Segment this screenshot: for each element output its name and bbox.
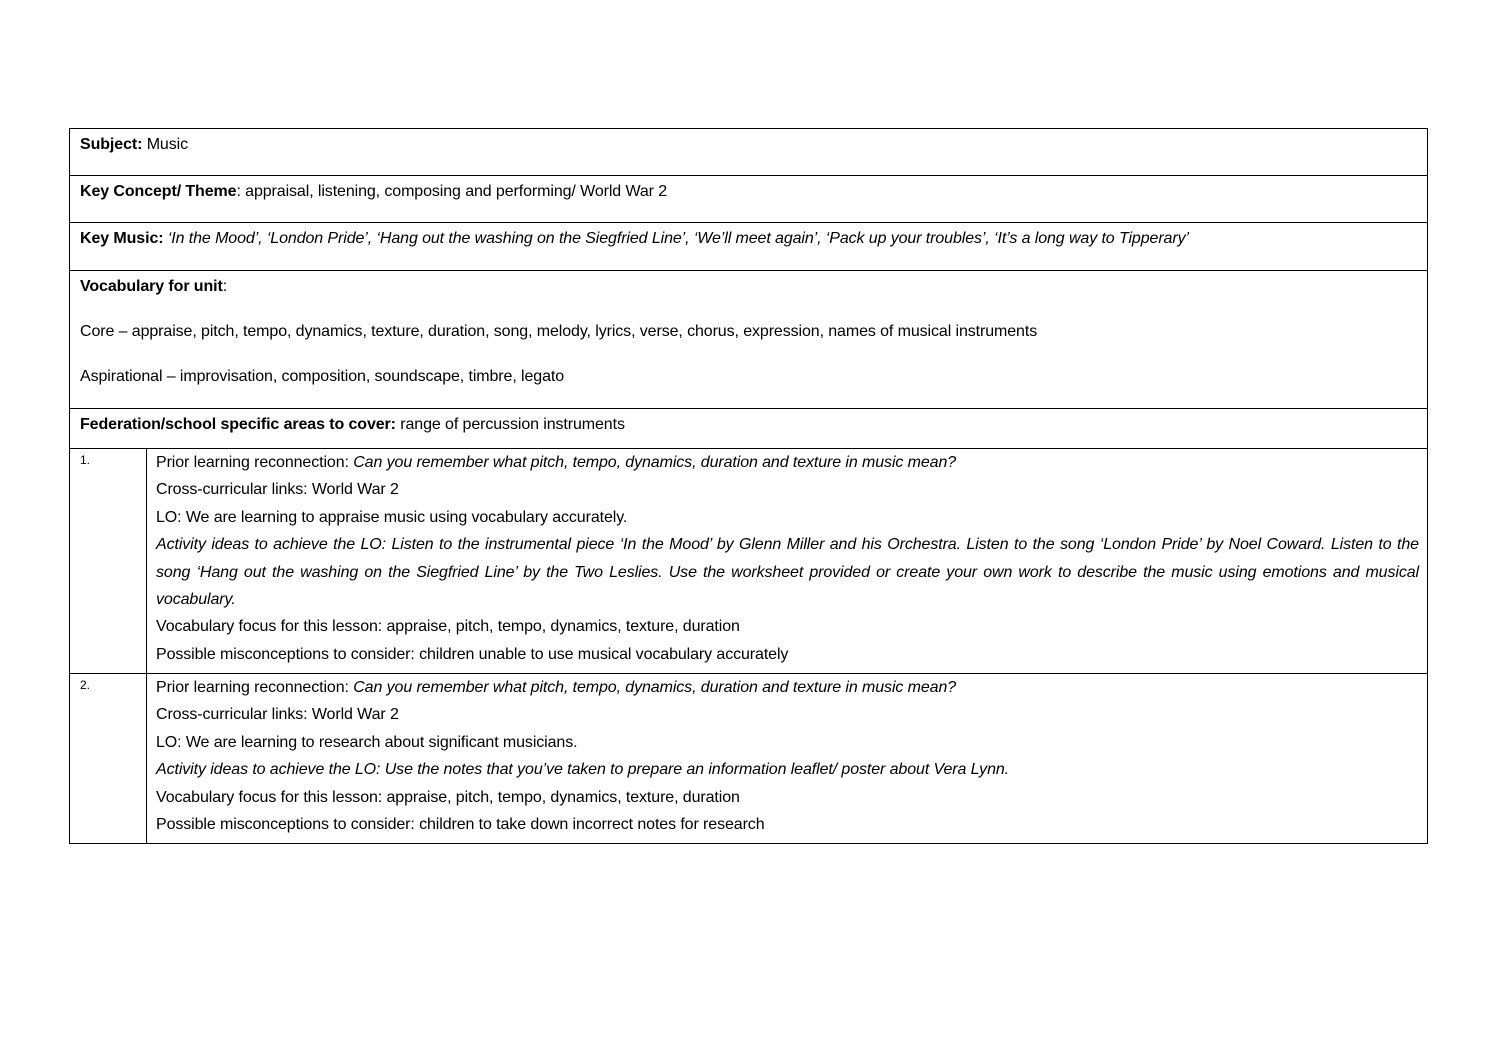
lesson-details <box>147 449 1428 674</box>
key-music-row <box>70 223 1428 271</box>
misconceptions: Possible misconceptions to consider: children to take down incorrect notes for research <box>156 816 765 834</box>
activity-ideas: Activity ideas to achieve the LO: Listen to the instrumental piece ‘In the Mood’ by Glenn Miller and his Orchestra. Listen to the song ‘London Pride’ by Noel Coward. Listen to the song ‘Hang out the washing on the Siegfried Line’ by the Two Leslies. Use the worksheet provided or create your own work to describe the music using emotions and musical vocabulary. <box>156 536 1419 609</box>
cross-curricular-links: Cross-curricular links: World War 2 <box>156 706 399 724</box>
aspirational-vocabulary: Aspirational – improvisation, composition, soundscape, timbre, legato <box>80 368 565 385</box>
misconceptions: Possible misconceptions to consider: children unable to use musical vocabulary accurately <box>156 645 789 663</box>
lesson-number: 2. <box>70 674 147 844</box>
federation-value: range of percussion instruments <box>400 416 625 433</box>
lesson-row-1 <box>70 449 1428 674</box>
vocabulary-focus: Vocabulary focus for this lesson: appraise, pitch, tempo, dynamics, texture, duration <box>156 618 740 636</box>
theme-label: Key Concept/ Theme <box>80 183 237 200</box>
lesson-number: 1. <box>70 449 147 674</box>
federation-label: Federation/school specific areas to cover: <box>80 416 396 433</box>
prior-learning-question: Can you remember what pitch, tempo, dynamics, duration and texture in music mean? <box>353 454 957 471</box>
prior-learning-question: Can you remember what pitch, tempo, dynamics, duration and texture in music mean? <box>353 679 957 696</box>
subject-value: Music <box>146 136 188 153</box>
key-music-label: Key Music: <box>80 230 164 247</box>
theme-row <box>70 176 1428 223</box>
learning-objective: LO: We are learning to appraise music using vocabulary accurately. <box>156 508 628 526</box>
learning-objective: LO: We are learning to research about significant musicians. <box>156 733 578 751</box>
subject-label: Subject: <box>80 136 143 153</box>
lesson-details <box>147 674 1428 844</box>
subject-row <box>70 129 1428 176</box>
vocabulary-row <box>70 271 1428 409</box>
key-music-value: ‘In the Mood’, ‘London Pride’, ‘Hang out the washing on the Siegfried Line’, ‘We’ll meet again’, ‘Pack up your troubles’, ‘It’s a long way to Tipperary’ <box>167 230 1189 247</box>
lesson-row-2 <box>70 674 1428 844</box>
unit-plan-table <box>69 128 1428 844</box>
vocabulary-focus: Vocabulary focus for this lesson: appraise, pitch, tempo, dynamics, texture, duration <box>156 788 740 806</box>
prior-learning-label: Prior learning reconnection: <box>156 454 354 471</box>
prior-learning-label: Prior learning reconnection: <box>156 679 354 696</box>
federation-row <box>70 409 1428 449</box>
activity-ideas: Activity ideas to achieve the LO: Use the notes that you’ve taken to prepare an information leaflet/ poster about Vera Lynn. <box>156 761 1010 779</box>
theme-value: : appraisal, listening, composing and performing/ World War 2 <box>236 183 668 200</box>
cross-curricular-links: Cross-curricular links: World War 2 <box>156 481 399 499</box>
vocabulary-label: Vocabulary for unit <box>80 278 223 295</box>
core-vocabulary: Core – appraise, pitch, tempo, dynamics, texture, duration, song, melody, lyrics, verse, chorus, expression, names of musical instruments <box>80 323 1038 340</box>
vocabulary-colon: : <box>222 278 228 295</box>
